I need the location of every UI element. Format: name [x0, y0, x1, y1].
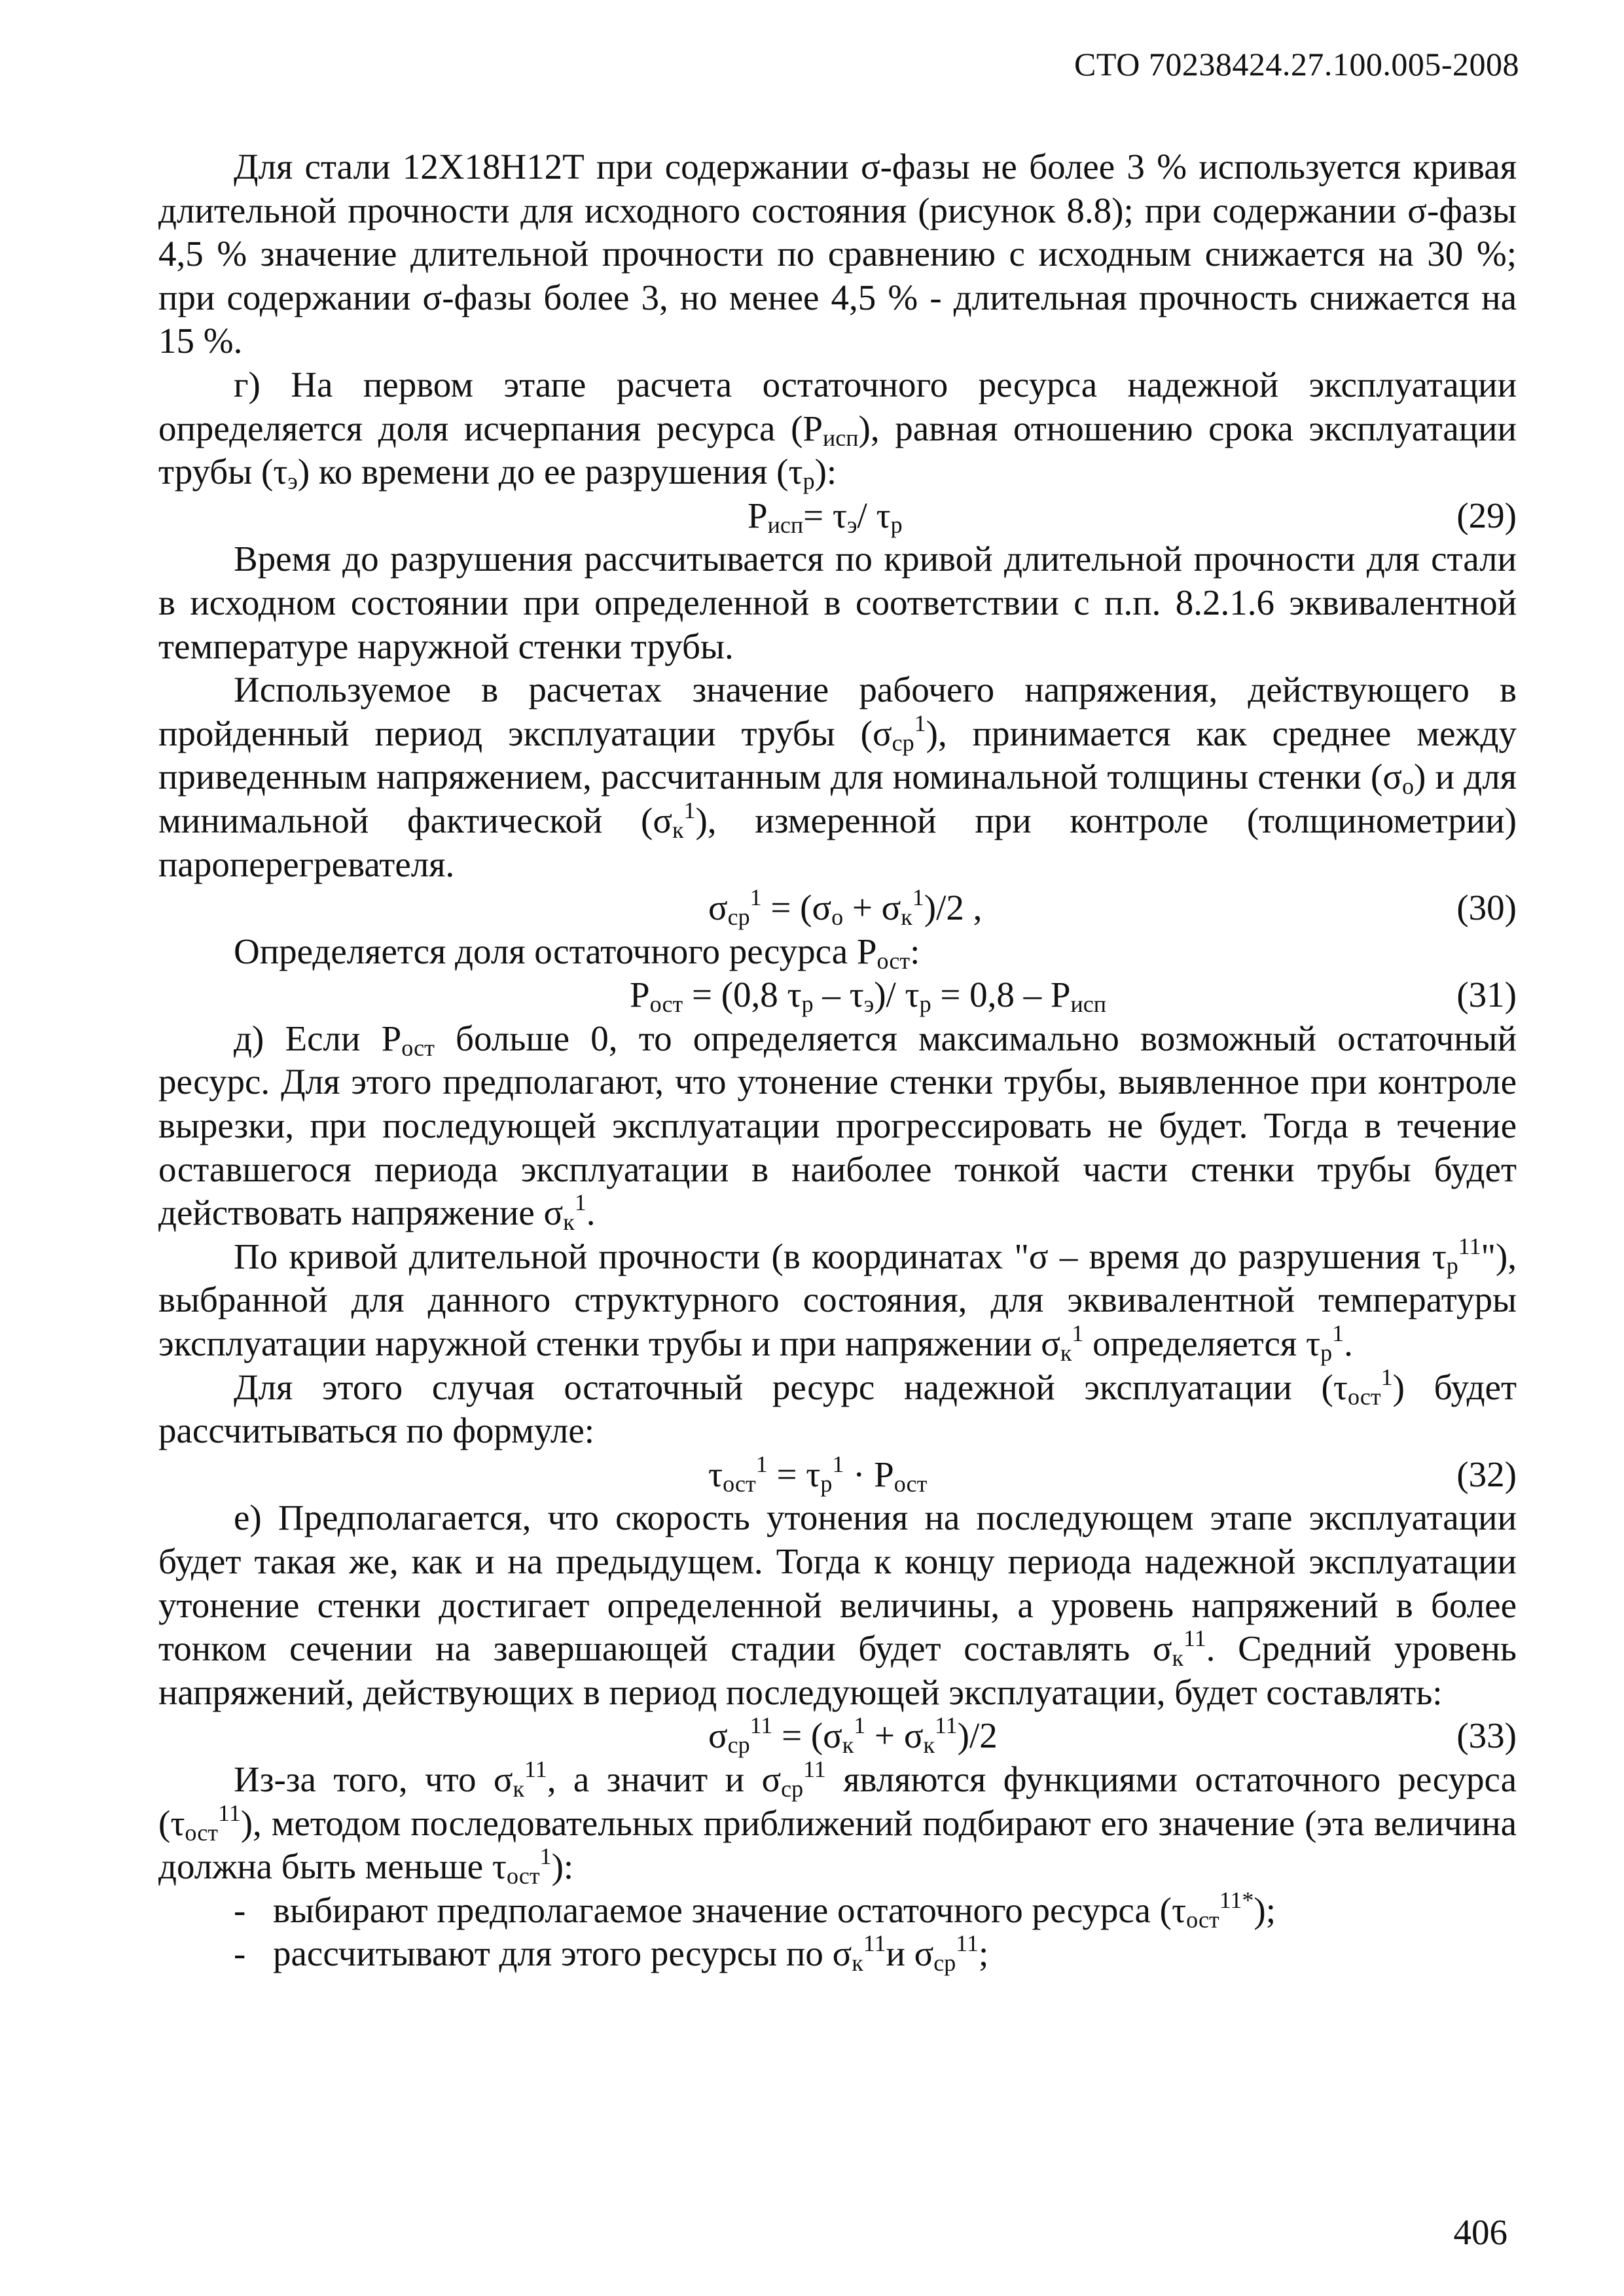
formula-32-expression: $\tau_{ост}^1 = \tau_р^1 \cdot Р_{ост}$	[708, 1450, 928, 1497]
document-code-header: СТО 70238424.27.100.005-2008	[1074, 46, 1519, 82]
formula-31-expression: $Р_{ост} = (0,8$ $\tau_р - \tau_э)/$ $\tau_р = 0,8 - Р_{исп}$	[630, 975, 1107, 1018]
document-body	[158, 145, 1517, 1976]
paragraph-step-g: г) На первом этапе расчета остаточного ресурса надежной эксплуатации определяется доля исчерпания ресурса $(Р_{исп})$, равная отношению срока эксплуатации трубы $(\tau_э)$ ко времени до ее разрушения $(\tau_р)$:	[158, 364, 1517, 495]
page-number: 406	[1453, 2212, 1507, 2252]
paragraph-sigma-phase: Для стали 12Х18Н12Т при содержании σ-фазы не более 3 % используется кривая длительной прочности для исходного состояния (рисунок 8.8); при содержании σ-фазы 4,5 % значение длительной прочности по сравнению с исходным снижается на 30 %; при содержании σ-фазы более 3, но менее 4,5 % - длительная прочность снижается на 15 %.	[158, 147, 1517, 361]
formula-32-number: (32)	[1456, 1454, 1517, 1494]
paragraph-time-to-failure: Время до разрушения рассчитывается по кривой длительной прочности для стали в исходном состоянии при определенной в соответствии с п.п. 8.2.1.6 эквивалентной температуре наружной стенки трубы.	[158, 539, 1517, 666]
formula-30-expression: $\sigma_{ср}^1 = (\sigma_о + \sigma_к^1)/2$ ,	[708, 884, 983, 931]
formula-31	[158, 973, 1517, 1017]
list-item: - выбирают предполагаемое значение остаточного ресурса $(\tau_{ост}^{11*})$;	[234, 1886, 1276, 1933]
formula-29-expression: $Р_{исп}= \tau_э/$ $\tau_р$	[748, 495, 903, 538]
list-item: - рассчитывают для этого ресурсы по $\sigma_к^{11}и$ $\sigma_{ср}^{11}$;	[234, 1930, 989, 1977]
paragraph-strength-curve: По кривой длительной прочности (в координатах "σ – время до разрушения $\tau_р^{11}$"), выбранной для данного структурного состояния, для эквивалентной температуры эксплуатации наружной стенки трубы и при напряжении $\sigma_к^1$ определяется $\tau_р^1$.	[158, 1232, 1517, 1367]
paragraph-iteration: Из-за того, что $\sigma_к^{11}$, а значит и $\sigma_{ср}^{11}$ являются функциями остаточного ресурса $(\tau_{ост}^{11})$, методом последовательных приближений подбирают его значение (эта величина должна быть меньше $\tau_{ост}^1$):	[158, 1755, 1517, 1890]
formula-31-number: (31)	[1456, 975, 1517, 1015]
paragraph-step-d: д) Если $Р_{ост}$ больше 0, то определяется максимально возможный остаточный ресурс. Для этого предполагают, что утонение стенки трубы, выявленное при контроле вырезки, при последующей эксплуатации прогрессировать не будет. Тогда в течение оставшегося периода эксплуатации в наиболее тонкой части стенки трубы будет действовать напряжение $\sigma_к^1$.	[158, 1018, 1517, 1236]
paragraph-step-e: е) Предполагается, что скорость утонения на последующем этапе эксплуатации будет такая же, как и на предыдущем. Тогда к концу периода надежной эксплуатации утонение стенки достигает определенной величины, а уровень напряжений в более тонком сечении на завершающей стадии будет составлять $\sigma_к^{11}$. Средний уровень напряжений, действующих в период последующей эксплуатации, будет составлять:	[158, 1498, 1517, 1712]
formula-29	[158, 494, 1517, 538]
paragraph-residual-formula-intro: Для этого случая остаточный ресурс надежной эксплуатации $(\tau_{ост}^1)$ будет рассчитываться по формуле:	[158, 1363, 1517, 1451]
list-dash: -	[234, 1933, 246, 1974]
formula-29-number: (29)	[1456, 495, 1517, 535]
formula-33-expression: $\sigma_{ср}^{11} = (\sigma_к^1 + \sigma_к^{11})/2$	[708, 1712, 998, 1759]
formula-33	[158, 1714, 1517, 1758]
formula-32	[158, 1450, 1517, 1497]
formula-30	[158, 886, 1517, 930]
paragraph-working-stress: Используемое в расчетах значение рабочего напряжения, действующего в пройденный период эксплуатации трубы $(\sigma_{ср}^1)$, принимается как среднее между приведенным напряжением, рассчитанным для номинальной толщины стенки $(\sigma_о)$ и для минимальной фактической $(\sigma_к^1)$, измеренной при контроле (толщинометрии) пароперегревателя.	[158, 670, 1517, 884]
formula-30-number: (30)	[1456, 888, 1517, 928]
formula-33-number: (33)	[1456, 1715, 1517, 1756]
paragraph-residual-share: Определяется доля остаточного ресурса $Р_{ост}$:	[234, 931, 920, 974]
list-dash: -	[234, 1890, 246, 1930]
